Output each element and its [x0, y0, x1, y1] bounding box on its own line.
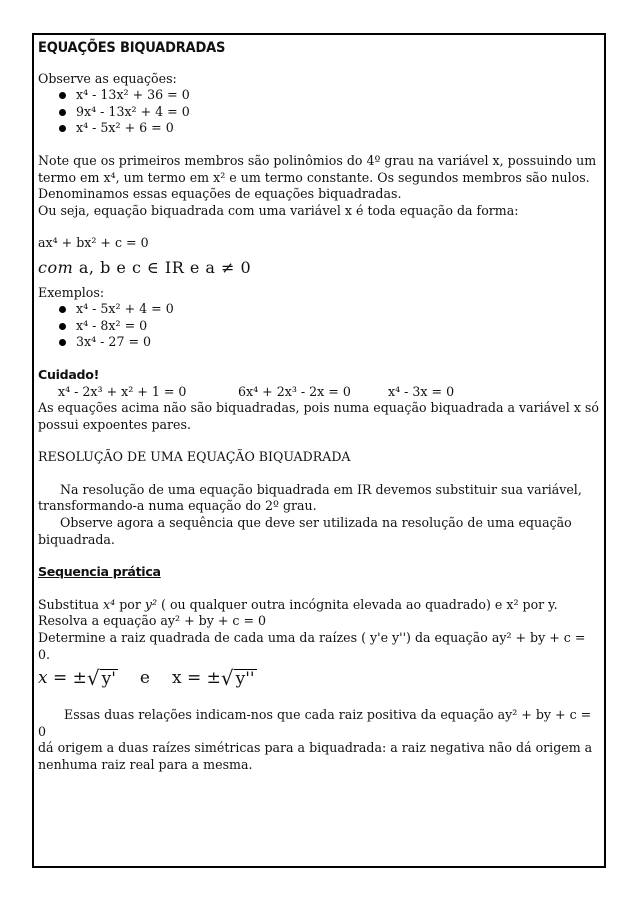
general-form: ax⁴ + bx² + c = 0: [38, 235, 149, 251]
root-lhs-1: x = ±: [38, 668, 87, 689]
resolution-line: Na resolução de uma equação biquadrada em IR devemos substituir sua variável,: [60, 481, 582, 497]
list-item: x⁴ - 8x² = 0: [76, 318, 600, 335]
list-item: x⁴ - 13x² + 36 = 0: [76, 87, 600, 104]
list-item: 9x⁴ - 13x² + 4 = 0: [76, 104, 600, 121]
root-radicand-1: y': [101, 668, 116, 689]
final-text-line: Essas duas relações indicam-nos que cada raiz positiva da equação ay² + by + c = 0: [38, 707, 592, 739]
condition-com: com: [38, 257, 74, 277]
condition-formula: [38, 257, 600, 277]
paragraph-line: Denominamos essas equações de equações biquadradas.: [38, 186, 402, 202]
root-radicand-2: y'': [235, 668, 255, 689]
intro-text: Observe as equações:: [38, 70, 177, 86]
caution-text-line: possui expoentes pares.: [38, 416, 191, 432]
step-text: ( ou qualquer outra incógnita elevada ao quadrado) e x² por y.: [157, 596, 558, 612]
sqrt-icon: √: [86, 666, 100, 691]
paragraph-line: Note que os primeiros membros são polinômios do 4º grau na variável x, possuindo um: [38, 152, 597, 168]
list-item: x⁴ - 5x² + 4 = 0: [76, 301, 600, 318]
caution-eq: 6x⁴ + 2x³ - 2x = 0: [238, 383, 351, 399]
resolution-line: Observe agora a sequência que deve ser utilizada na resolução de uma equação: [60, 515, 572, 531]
root-separator: e: [139, 668, 150, 689]
root-lhs-2: x = ±: [171, 668, 221, 689]
step-2: Resolva a equação ay² + by + c = 0: [38, 613, 267, 629]
roots-formula: [38, 665, 600, 691]
document-body: [38, 40, 600, 774]
examples-list-2: [38, 301, 600, 351]
caution-eq: x⁴ - 3x = 0: [388, 383, 455, 399]
list-item: 3x⁴ - 27 = 0: [76, 334, 600, 351]
resolution-line: transformando-a numa equação do 2º grau.: [38, 498, 317, 514]
examples-label: Exemplos:: [38, 284, 105, 300]
examples-list-1: [38, 87, 600, 137]
final-text-line: nenhuma raiz real para a mesma.: [38, 757, 253, 772]
step-1: [38, 597, 600, 614]
step-text: Substitua: [38, 596, 104, 612]
caution-text-line: As equações acima não são biquadradas, pois numa equação biquadrada a variável x só: [38, 400, 599, 416]
caution-eq: x⁴ - 2x³ + x² + 1 = 0: [58, 383, 187, 399]
step-3: Determine a raiz quadrada de cada uma da raízes ( y'e y'') da equação ay² + by + c = 0.: [38, 630, 586, 662]
sqrt-icon: √: [220, 666, 234, 691]
caution-title: Cuidado!: [38, 366, 100, 382]
paragraph-line: termo em x⁴, um termo em x² e um termo constante. Os segundos membros são nulos.: [38, 169, 590, 185]
caution-equations: [38, 384, 600, 401]
resolution-title: RESOLUÇÃO DE UMA EQUAÇÃO BIQUADRADA: [38, 449, 351, 465]
condition-rest: a, b e c ∈ IR e a ≠ 0: [73, 257, 252, 277]
resolution-line: biquadrada.: [38, 531, 115, 547]
step-text: por: [115, 596, 145, 612]
list-item: x⁴ - 5x² + 6 = 0: [76, 120, 600, 137]
step-var: x⁴: [103, 596, 116, 612]
practical-title: Sequencia prática: [38, 564, 161, 580]
step-var: y²: [144, 596, 158, 612]
final-text-line: dá origem a duas raízes simétricas para a biquadrada: a raiz negativa não dá origem a: [38, 740, 593, 756]
paragraph-line: Ou seja, equação biquadrada com uma variável x é toda equação da forma:: [38, 202, 519, 218]
page-title: EQUAÇÕES BIQUADRADAS: [38, 40, 226, 56]
